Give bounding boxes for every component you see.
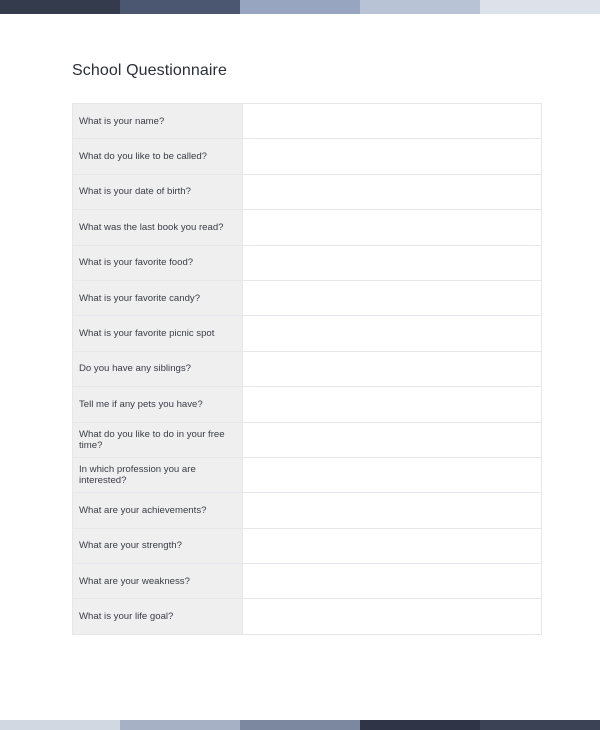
answer-field[interactable] <box>243 387 542 422</box>
table-row <box>73 316 542 351</box>
question-label: What do you like to be called? <box>73 139 243 174</box>
answer-field[interactable] <box>243 528 542 563</box>
stripe-segment <box>120 0 240 14</box>
stripe-segment <box>480 0 600 14</box>
question-label: What is your favorite food? <box>73 245 243 280</box>
answer-field[interactable] <box>243 599 542 634</box>
stripe-segment <box>480 720 600 730</box>
question-label: In which profession you are interested? <box>73 457 243 492</box>
question-label: What is your name? <box>73 104 243 139</box>
answer-field[interactable] <box>243 210 542 245</box>
question-label: Tell me if any pets you have? <box>73 387 243 422</box>
answer-field[interactable] <box>243 457 542 492</box>
stripe-segment <box>360 720 480 730</box>
answer-field[interactable] <box>243 245 542 280</box>
stripe-segment <box>0 0 120 14</box>
question-label: Do you have any siblings? <box>73 351 243 386</box>
answer-field[interactable] <box>243 280 542 315</box>
stripe-segment <box>0 720 120 730</box>
question-label: What is your date of birth? <box>73 174 243 209</box>
question-label: What do you like to do in your free time? <box>73 422 243 457</box>
question-label: What is your favorite picnic spot <box>73 316 243 351</box>
table-row <box>73 599 542 634</box>
table-row <box>73 174 542 209</box>
top-color-stripe <box>0 0 600 14</box>
table-row <box>73 422 542 457</box>
question-label: What are your weakness? <box>73 564 243 599</box>
table-row <box>73 528 542 563</box>
table-row <box>73 564 542 599</box>
stripe-segment <box>240 0 360 14</box>
question-label: What is your life goal? <box>73 599 243 634</box>
page-title: School Questionnaire <box>72 62 227 79</box>
table-row <box>73 457 542 492</box>
questionnaire-table <box>72 103 542 635</box>
answer-field[interactable] <box>243 422 542 457</box>
table-row <box>73 245 542 280</box>
table-row <box>73 210 542 245</box>
answer-field[interactable] <box>243 493 542 528</box>
question-label: What is your favorite candy? <box>73 280 243 315</box>
answer-field[interactable] <box>243 139 542 174</box>
answer-field[interactable] <box>243 174 542 209</box>
table-row <box>73 104 542 139</box>
bottom-color-stripe <box>0 720 600 730</box>
answer-field[interactable] <box>243 316 542 351</box>
table-row <box>73 351 542 386</box>
stripe-segment <box>240 720 360 730</box>
table-row <box>73 493 542 528</box>
answer-field[interactable] <box>243 104 542 139</box>
table-row <box>73 280 542 315</box>
stripe-segment <box>120 720 240 730</box>
stripe-segment <box>360 0 480 14</box>
question-label: What are your strength? <box>73 528 243 563</box>
question-label: What are your achievements? <box>73 493 243 528</box>
answer-field[interactable] <box>243 564 542 599</box>
table-row <box>73 387 542 422</box>
answer-field[interactable] <box>243 351 542 386</box>
question-label: What was the last book you read? <box>73 210 243 245</box>
table-row <box>73 139 542 174</box>
